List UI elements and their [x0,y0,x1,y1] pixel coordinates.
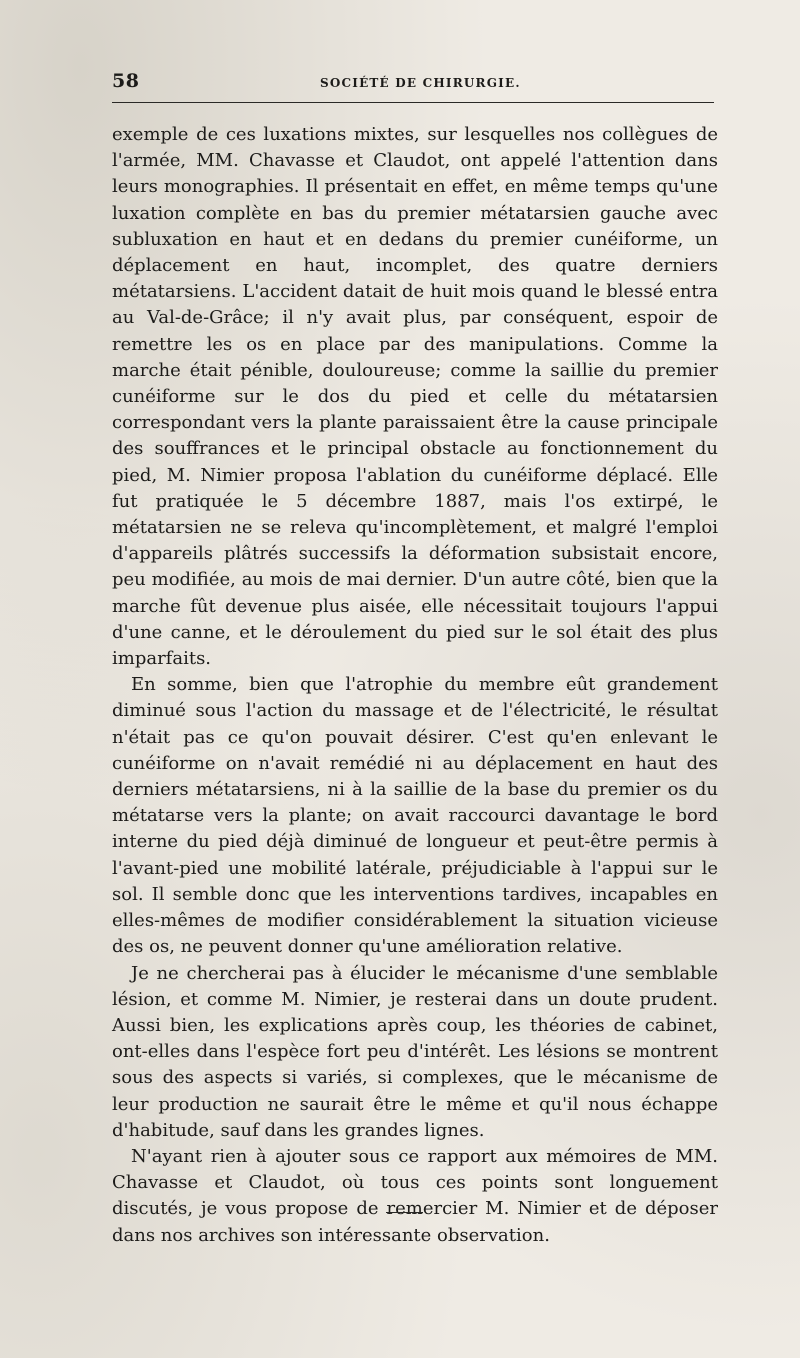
paragraph-1: exemple de ces luxations mixtes, sur lesquelles nos collègues de l'armée, MM. Chavasse et Claudot, ont appelé l'attention dans leurs monographies. Il présentait en effet, en même temps qu'une luxation complète en bas du premier métatarsien gauche avec subluxation en haut et en dedans du premier cunéiforme, un déplacement en haut, incomplet, des quatre derniers métatarsiens. L'accident datait de huit mois quand le blessé entra au Val-de-Grâce; il n'y avait plus, par conséquent, espoir de remettre les os en place par des manipulations. Comme la marche était pénible, douloureuse; comme la saillie du premier cunéiforme sur le dos du pied et celle du métatarsien correspondant vers la plante paraissaient être la cause principale des souffrances et le principal obstacle au fonctionnement du pied, M. Nimier proposa l'ablation du cunéiforme déplacé. Elle fut pratiquée le 5 décembre 1887, mais l'os extirpé, le métatarsien ne se releva qu'incomplètement, et malgré l'emploi d'appareils plâtrés successifs la déformation subsistait encore, peu modifiée, au mois de mai dernier. D'un autre côté, bien que la marche fût devenue plus aisée, elle nécessitait toujours l'appui d'une canne, et le déroulement du pied sur le sol était des plus imparfaits. [112,124,718,670]
paragraph-4: N'ayant rien à ajouter sous ce rapport aux mémoires de MM. Chavasse et Claudot, où tous ces points sont longuement discutés, je vous propose de remercier M. Nimier et de déposer dans nos archives son intéressante observation. [112,1145,718,1246]
paragraph-2: En somme, bien que l'atrophie du membre eût grandement diminué sous l'action du massage et de l'électricité, le résultat n'était pas ce qu'on pouvait désirer. C'est qu'en enlevant le cunéiforme on n'avait remédié ni au déplacement en haut des derniers métatarsiens, ni à la saillie de la base du premier os du métatarse vers la plante; on avait raccourci davantage le bord interne du pied déjà diminué de longueur et peut-être permis à l'avant-pied une mobilité latérale, préjudiciable à l'appui sur le sol. Il semble donc que les interventions tardives, incapables en elles-mêmes de modifier considérablement la situation vicieuse des os, ne peuvent donner qu'une amélioration relative. [112,674,718,958]
end-rule [386,1212,423,1213]
header-rule [112,102,714,103]
body-text [112,122,718,1249]
journal-title: SOCIÉTÉ DE CHIRURGIE. [320,76,521,90]
page-number: 58 [112,70,140,92]
paragraph-3: Je ne chercherai pas à élucider le mécanisme d'une semblable lésion, et comme M. Nimier, je resterai dans un doute prudent. Aussi bien, les explications après coup, les théories de cabinet, ont-elles dans l'espèce fort peu d'intérêt. Les lésions se montrent sous des aspects si variés, si complexes, que le mécanisme de leur production ne saurait être le même et qu'il nous échappe d'habitude, sauf dans les grandes lignes. [112,962,718,1141]
running-head [112,70,714,100]
